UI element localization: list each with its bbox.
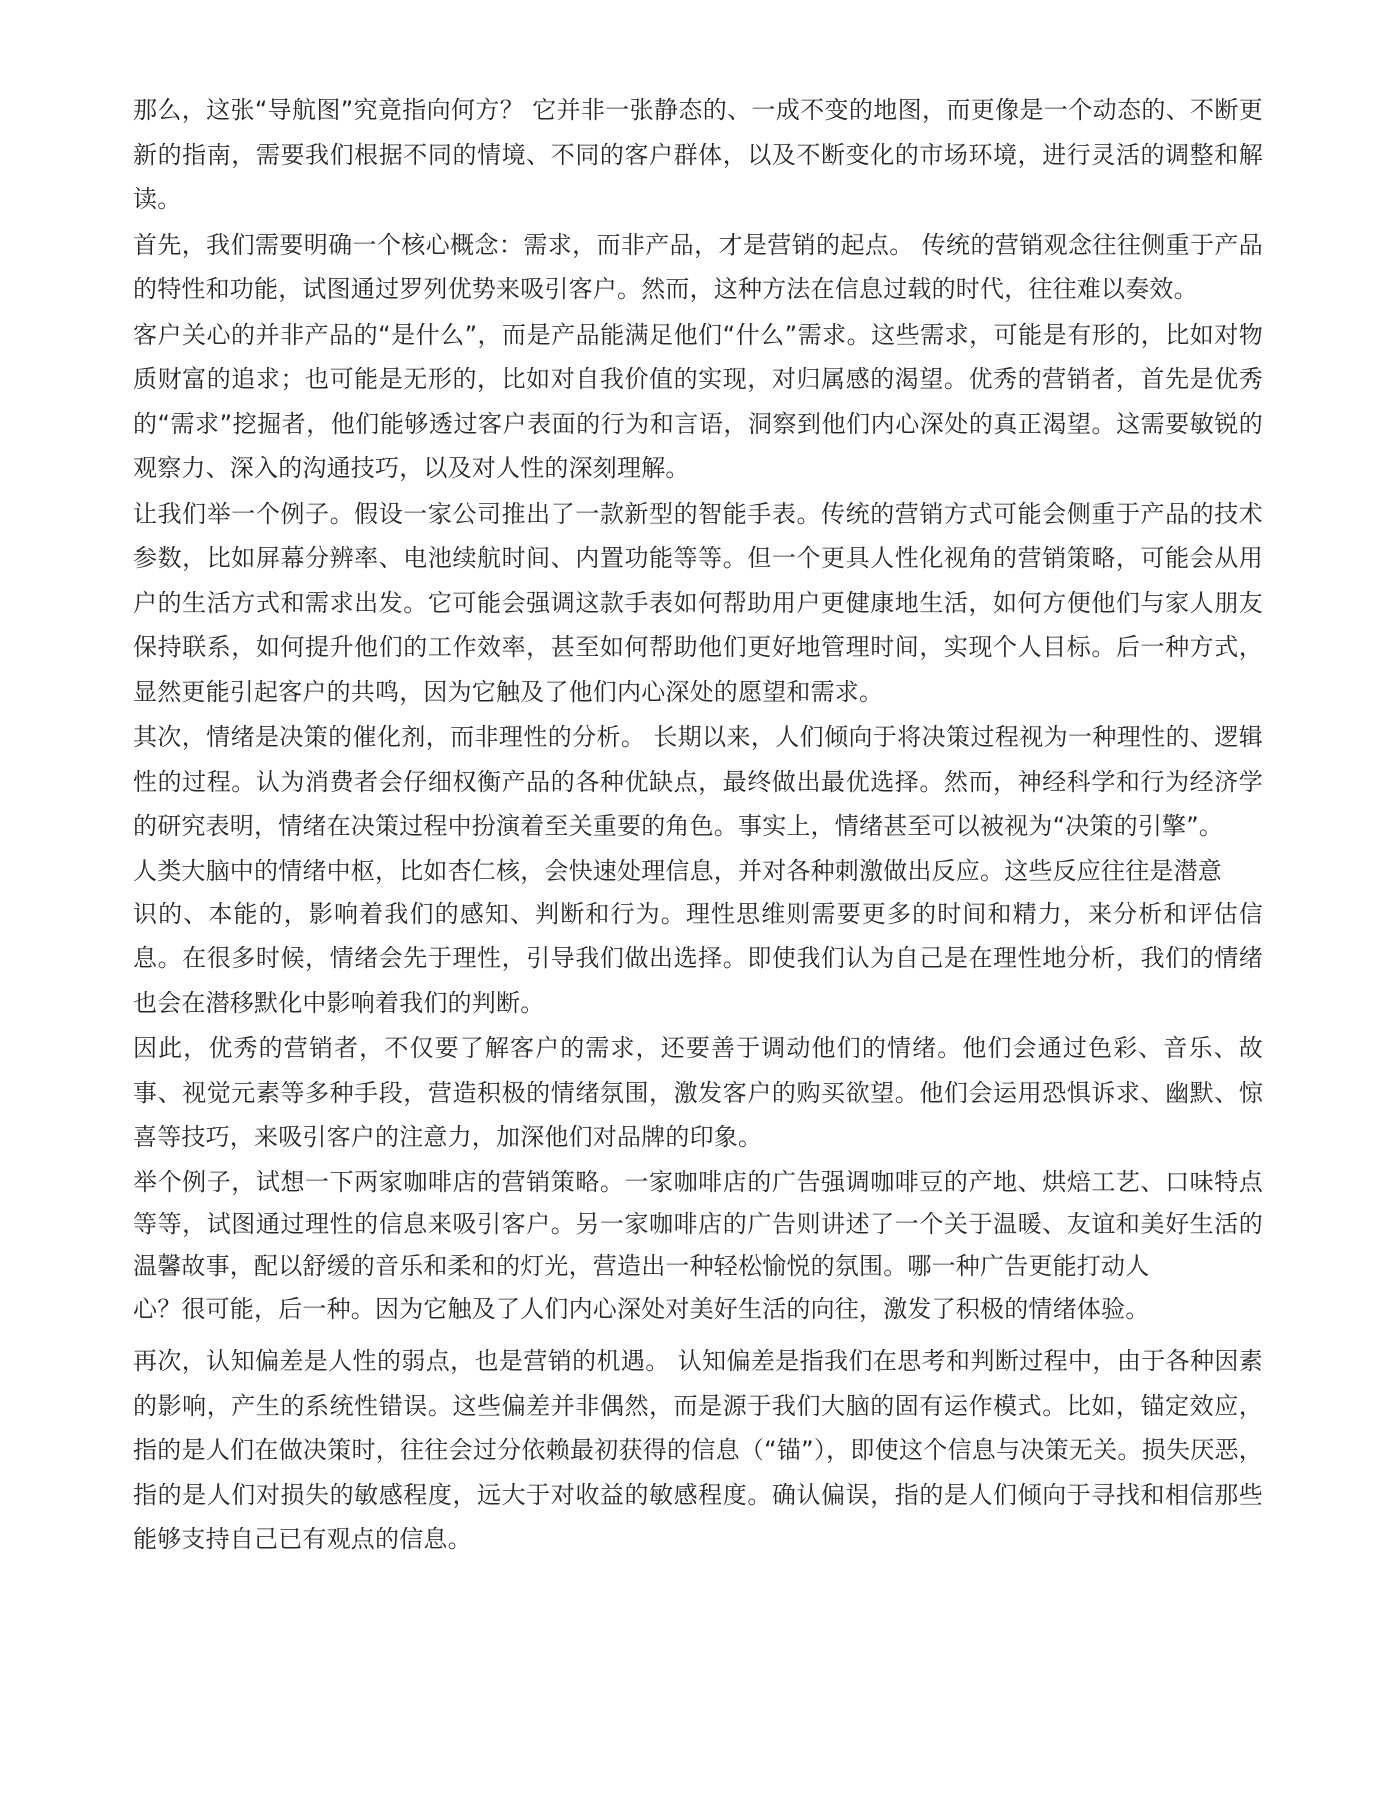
paragraph-smartwatch-example: 让我们举一个例子。假设一家公司推出了一款新型的智能手表。传统的营销方式可能会侧重于产品的技术参数，比如屏幕分辨率、电池续航时间、内置功能等等。但一个更具人性化视角的营销策略，可能会从用户的生活方式和需求出发。它可能会强调这款手表如何帮助用户更健康地生活，如何方便他们与家人朋友保持联系，如何提升他们的工作效率，甚至如何帮助他们更好地管理时间，实现个人目标。后一种方式，显然更能引起客户的共鸣，因为它触及了他们内心深处的愿望和需求。 <box>133 499 1263 706</box>
document-page <box>133 88 1263 1563</box>
paragraph-coffee-example: 举个例子，试想一下两家咖啡店的营销策略。一家咖啡店的广告强调咖啡豆的产地、烘焙工艺、口味特点等等，试图通过理性的信息来吸引客户。另一家咖啡店的广告则讲述了一个关于温暖、友谊和美好生活的温馨故事，配以舒缓的音乐和柔和的灯光，营造出一种轻松愉悦的氛围。哪一种广告更能打动人 <box>133 1167 1263 1280</box>
paragraph-customer-needs: 客户关心的并非产品的“是什么”，而是产品能满足他们“什么”需求。这些需求，可能是有形的，比如对物质财富的追求；也可能是无形的，比如对自我价值的实现，对归属感的渴望。优秀的营销者，首先是优秀的“需求”挖掘者，他们能够透过客户表面的行为和言语，洞察到他们内心深处的真正渴望。这需要敏锐的观察力、深入的沟通技巧，以及对人性的深刻理解。 <box>133 320 1263 482</box>
paragraph-emotion-catalyst: 其次，情绪是决策的催化剂，而非理性的分析。 长期以来，人们倾向于将决策过程视为一种理性的、逻辑性的过程。认为消费者会仔细权衡产品的各种优缺点，最终做出最优选择。然而，神经科学和行为经济学的研究表明，情绪在决策过程中扮演着至关重要的角色。事实上，情绪甚至可以被视为“决策的引擎”。 <box>133 723 1263 840</box>
paragraph-coffee-example-continued: 心？很可能，后一种。因为它触及了人们内心深处对美好生活的向往，激发了积极的情绪体验。 <box>133 1294 1150 1323</box>
paragraph-emotion-center-continued: 识的、本能的，影响着我们的感知、判断和行为。理性思维则需要更多的时间和精力，来分析和评估信息。在很多时候，情绪会先于理性，引导我们做出选择。即使我们认为自己是在理性地分析，我们的情绪也会在潜移默化中影响着我们的判断。 <box>133 899 1263 1017</box>
paragraph-demand-first: 首先，我们需要明确一个核心概念：需求，而非产品，才是营销的起点。 传统的营销观念往往侧重于产品的特性和功能，试图通过罗列优势来吸引客户。然而，这种方法在信息过载的时代，往往难以奏效。 <box>133 230 1263 303</box>
paragraph-marketer-emotions: 因此，优秀的营销者，不仅要了解客户的需求，还要善于调动他们的情绪。他们会通过色彩、音乐、故事、视觉元素等多种手段，营造积极的情绪氛围，激发客户的购买欲望。他们会运用恐惧诉求、幽默、惊喜等技巧，来吸引客户的注意力，加深他们对品牌的印象。 <box>133 1034 1263 1151</box>
paragraph-cognitive-bias: 再次，认知偏差是人性的弱点，也是营销的机遇。 认知偏差是指我们在思考和判断过程中，由于各种因素的影响，产生的系统性错误。这些偏差并非偶然，而是源于我们大脑的固有运作模式。比如，锚定效应，指的是人们在做决策时，往往会过分依赖最初获得的信息（“锚”），即使这个信息与决策无关。损失厌恶，指的是人们对损失的敏感程度，远大于对收益的敏感程度。确认偏误，指的是人们倾向于寻找和相信那些能够支持自己已有观点的信息。 <box>133 1347 1263 1553</box>
paragraph-emotion-center: 人类大脑中的情绪中枢，比如杏仁核，会快速处理信息，并对各种刺激做出反应。这些反应往往是潜意 <box>133 856 1222 885</box>
paragraph-navigation-map: 那么，这张“导航图”究竟指向何方？ 它并非一张静态的、一成不变的地图，而更像是一个动态的、不断更新的指南，需要我们根据不同的情境、不同的客户群体，以及不断变化的市场环境，进行灵活的调整和解读。 <box>133 96 1263 213</box>
